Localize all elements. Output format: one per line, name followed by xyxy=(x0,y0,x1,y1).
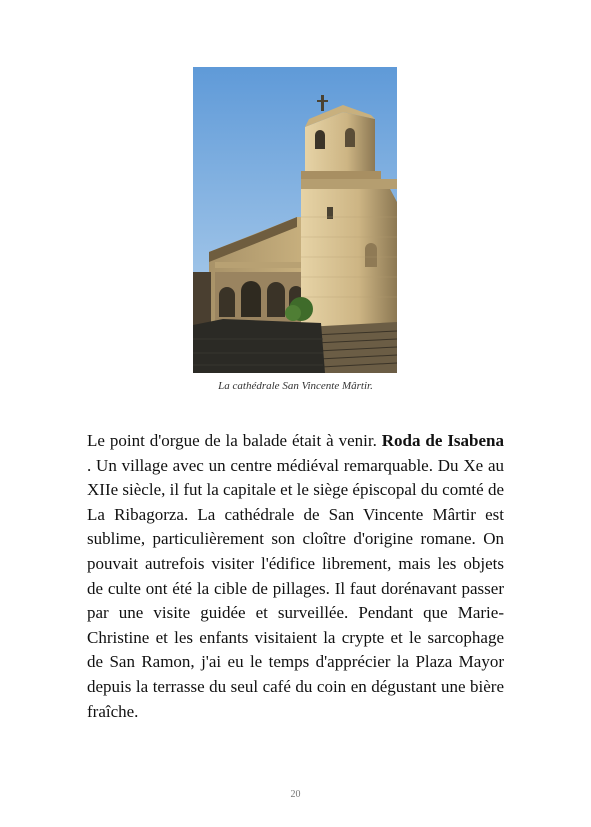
photo-caption: La cathédrale San Vincente Mârtir. xyxy=(218,380,373,392)
cathedral-photo xyxy=(193,67,397,373)
paragraph-intro: Le point d'orgue de la balade était à venir. xyxy=(87,431,382,450)
place-name: Roda de Isabena xyxy=(381,431,505,450)
body-paragraph xyxy=(87,429,504,724)
cathedral-illustration xyxy=(193,67,397,373)
paragraph-rest: . Un village avec un centre médiéval remarquable. Du Xe au XIIe siècle, il fut la capitale et le siège épiscopal du comté de La Ribagorza. La cathédrale de San Vincente Mârtir est sublime, particulièrement son cloître d'origine romane. On pouvait autrefois visiter l'édifice librement, mais les objets de culte ont été la cible de pillages. Il faut dorénavant passer par une visite guidée et surveillée. Pendant que Marie-Christine et les enfants visitaient la crypte et le sarcophage de San Ramon, j'ai eu le temps d'apprécier la Plaza Mayor depuis la terrasse du seul café du coin en dégustant une bière fraîche. xyxy=(87,455,504,721)
page-number: 20 xyxy=(290,789,301,800)
